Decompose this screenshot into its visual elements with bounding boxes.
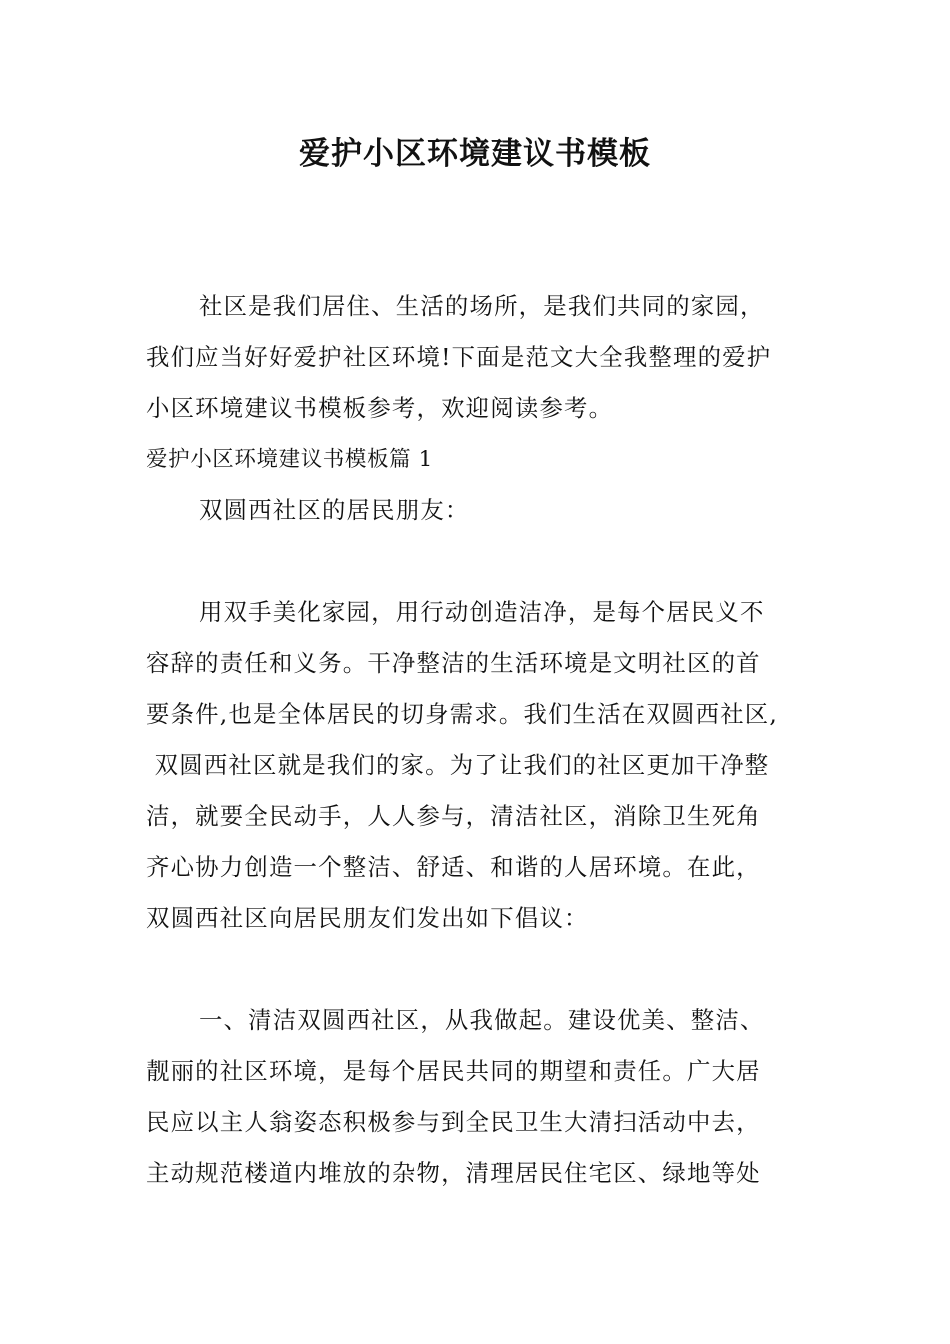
- paragraph-line: 用双手美化家园，用行动创造洁净，是每个居民义不: [199, 598, 765, 626]
- paragraph-gap: [146, 536, 826, 587]
- paragraph-line: 靓丽的社区环境，是每个居民共同的期望和责任。广大居: [146, 1057, 761, 1085]
- paragraph-line: 洁，就要全民动手，人人参与，清洁社区，消除卫生死角: [146, 802, 761, 830]
- document-body: [146, 281, 826, 1199]
- paragraph-line: 容辞的责任和义务。干净整洁的生活环境是文明社区的首: [146, 649, 761, 677]
- section-heading: 爱护小区环境建议书模板篇 1: [146, 447, 433, 472]
- paragraph-gap: [146, 944, 826, 995]
- paragraph-line: 双圆西社区就是我们的家。为了让我们的社区更加干净整: [146, 751, 770, 779]
- intro-line: 小区环境建议书模板参考，欢迎阅读参考。: [146, 394, 614, 422]
- paragraph-line: 民应以主人翁姿态积极参与到全民卫生大清扫活动中去，: [146, 1108, 761, 1136]
- document-title: 爱护小区环境建议书模板: [299, 136, 651, 172]
- paragraph-line: 一、清洁双圆西社区，从我做起。建设优美、整洁、: [199, 1006, 765, 1034]
- salutation: 双圆西社区的居民朋友：: [199, 496, 470, 524]
- paragraph-line: 要条件,也是全体居民的切身需求。我们生活在双圆西社区,: [146, 700, 779, 728]
- paragraph-line: 双圆西社区向居民朋友们发出如下倡议：: [146, 904, 589, 932]
- paragraph-line: 主动规范楼道内堆放的杂物，清理居民住宅区、绿地等处: [146, 1159, 761, 1187]
- paragraph-line: 齐心协力创造一个整洁、舒适、和谐的人居环境。在此，: [146, 853, 761, 881]
- intro-line: 社区是我们居住、生活的场所，是我们共同的家园，: [199, 292, 765, 320]
- intro-line: 我们应当好好爱护社区环境!下面是范文大全我整理的爱护: [146, 343, 772, 371]
